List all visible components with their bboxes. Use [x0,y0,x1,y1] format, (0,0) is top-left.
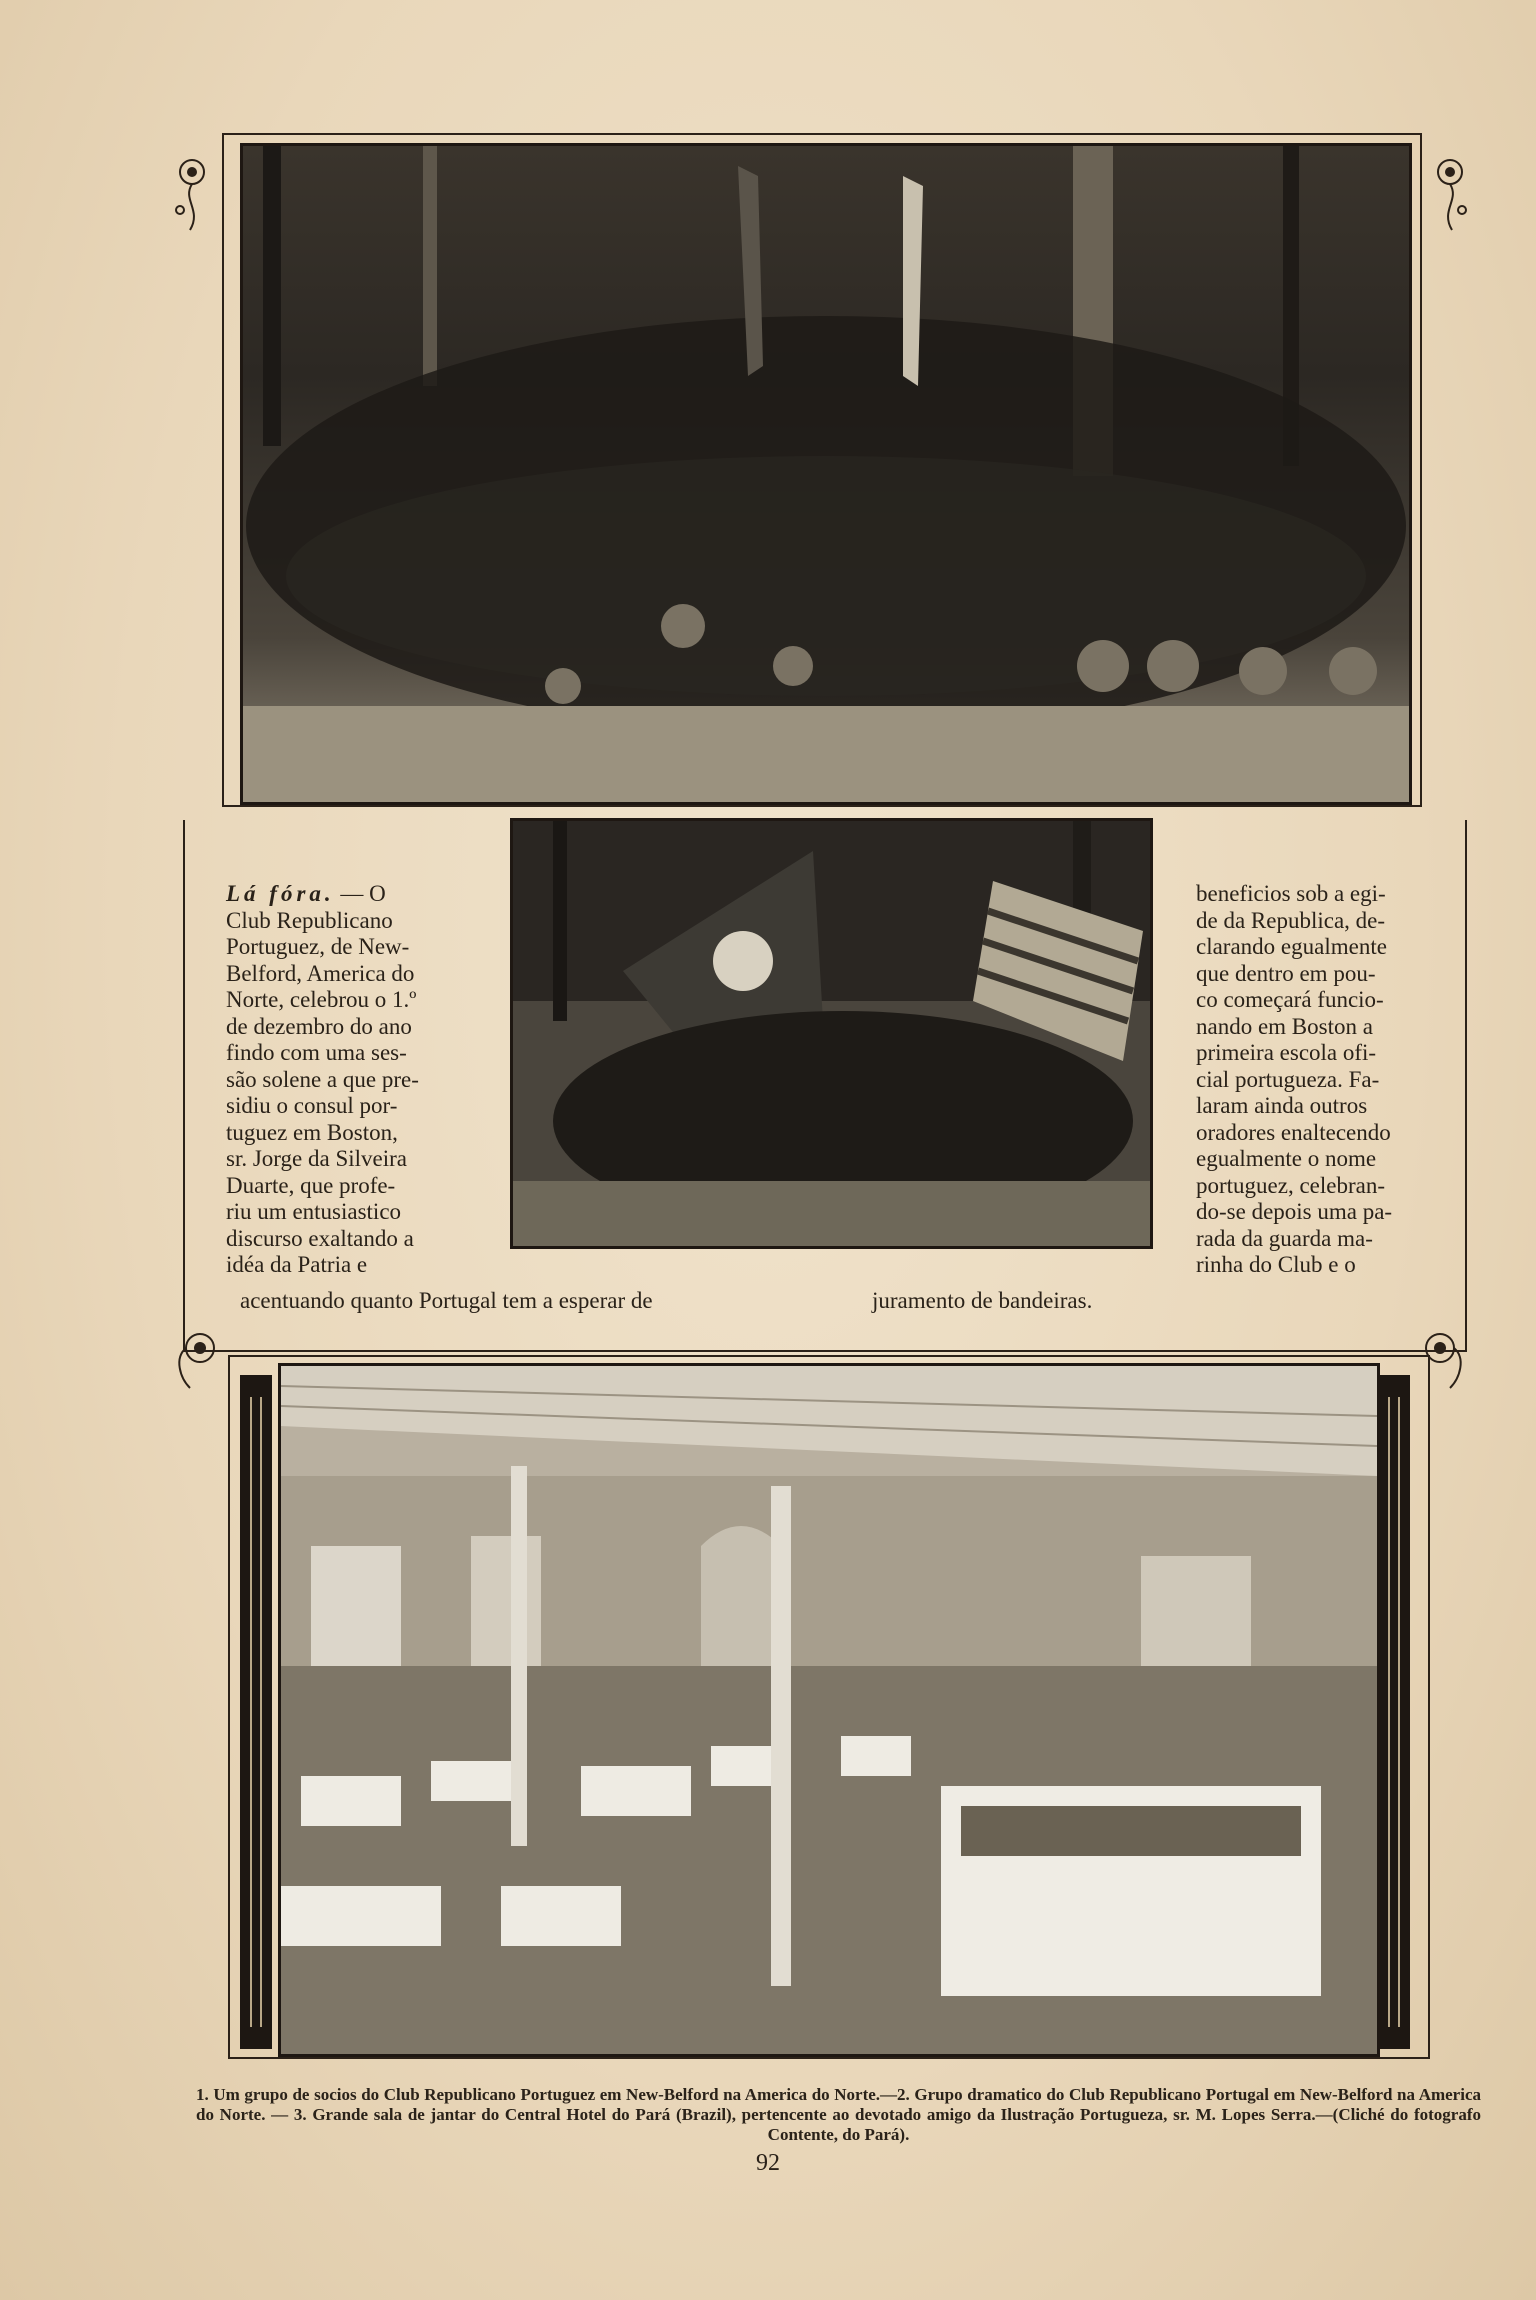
floral-ornament-middle-right [1410,1318,1470,1408]
article-bottom-left-line: acentuando quanto Portugal tem a esperar de [240,1288,653,1313]
article-left-column [226,881,471,1279]
photo-caption: 1. Um grupo de socios do Club Republicano Portuguez em New-Belford na America do Norte.—2. Grupo dramatico do Club Republicano Portugal em New-Belford na America do Norte. — 3. Grande sala de jantar do Central Hotel do Pará (Brazil), pertencente ao devotado amigo da Ilustração Portugueza, sr. M. Lopes Serra.—(Cliché do fotografo Contente, do Pará). [196,2085,1481,2144]
floral-ornament-top-left [162,150,222,240]
decorative-pillar-right [1378,1375,1410,2049]
photo-dining-room [278,1363,1380,2057]
photo-dramatic-group-with-flags [510,818,1153,1249]
article-right-column: beneficios sob a egi- de da Republica, de- clarando egualmente que dentro em pou- co começará funcio- nando em Boston a primeira escola ofi- cial portugueza. Fa- laram ainda outros oradores enaltecendo egualmente o nome portuguez, celebran- do-se depois uma pa- rada da guarda ma- rinha do Club e o [1196,881,1393,1277]
article-left-text: — O Club Republicano Portuguez, de New- Belford, America do Norte, celebrou o 1.º de dezembro do ano findo com uma ses- são solene a que pre- sidiu o consul por- tuguez em Boston, sr. Jorge da Silveira Duarte, que profe- riu um entusiastico discurso exaltando a idéa da Patria e [226,881,419,1277]
floral-ornament-top-right [1420,150,1480,240]
decorative-pillar-left [240,1375,272,2049]
photo-group-of-members [240,143,1412,805]
page-number: 92 [756,2150,780,2176]
article-bottom-right-line: juramento de bandeiras. [872,1288,1093,1313]
article-lead-heading: Lá fóra. [226,881,335,906]
floral-ornament-middle-left [170,1318,230,1408]
